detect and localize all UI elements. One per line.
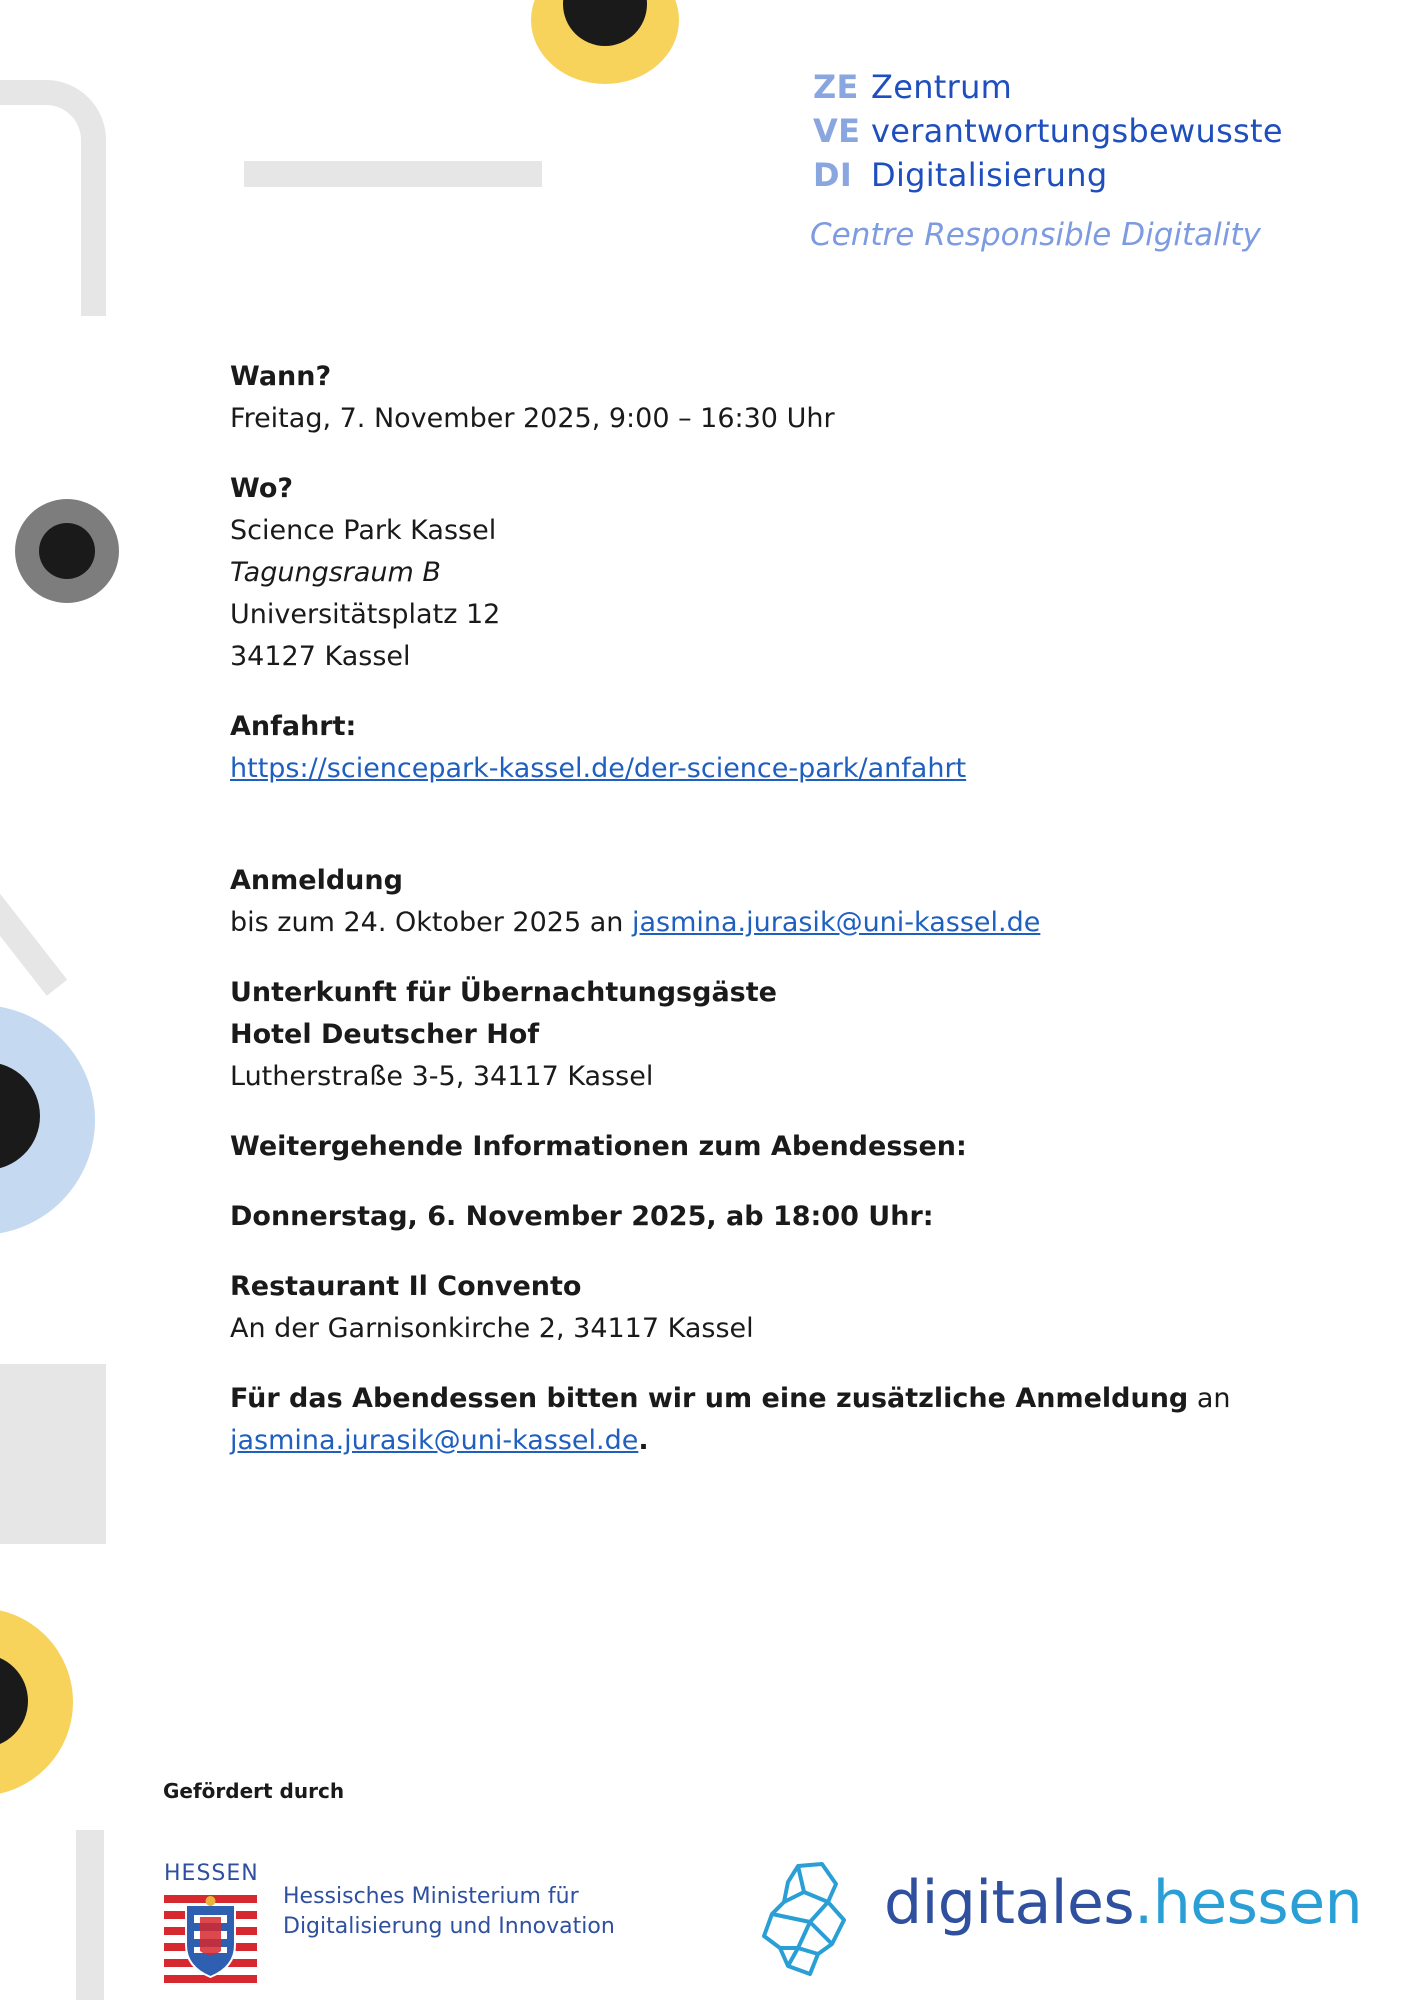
ministry-line2: Digitalisierung und Innovation bbox=[283, 1914, 615, 1939]
where-street: Universitätsplatz 12 bbox=[230, 599, 501, 630]
logo-subtitle: Centre Responsible Digitality bbox=[810, 217, 1261, 253]
dinner-note-rest: an bbox=[1188, 1383, 1231, 1414]
hessen-label: HESSEN bbox=[164, 1861, 259, 1886]
decorative-gray-circle bbox=[15, 499, 119, 603]
logo-abbr: VE bbox=[813, 112, 861, 150]
logo-word: Digitalisierung bbox=[871, 156, 1108, 194]
decorative-bar bbox=[244, 161, 542, 187]
registration-email-link[interactable]: jasmina.jurasik@uni-kassel.de bbox=[631, 907, 1041, 938]
logo-row bbox=[813, 156, 1107, 194]
dinner-email-link[interactable]: jasmina.jurasik@uni-kassel.de bbox=[230, 1425, 639, 1456]
restaurant-name: Restaurant Il Convento bbox=[230, 1271, 582, 1302]
decorative-bracket bbox=[0, 80, 106, 316]
dinner-email-period: . bbox=[638, 1425, 649, 1456]
ministry-name bbox=[283, 1882, 615, 1942]
registration-line bbox=[230, 902, 1040, 944]
hotel-address: Lutherstraße 3-5, 34117 Kassel bbox=[230, 1061, 654, 1092]
accommodation-heading: Unterkunft für Übernachtungsgäste bbox=[230, 977, 777, 1008]
dinner-date: Donnerstag, 6. November 2025, ab 18:00 Uhr: bbox=[230, 1201, 934, 1232]
dinner-note bbox=[230, 1378, 1231, 1420]
where-room: Tagungsraum B bbox=[230, 557, 441, 588]
dh-part2: hessen bbox=[1152, 1868, 1363, 1938]
where-heading: Wo? bbox=[230, 473, 294, 504]
decorative-yellow-circle bbox=[531, 0, 679, 84]
when-heading: Wann? bbox=[230, 361, 332, 392]
dh-part1: digitales bbox=[884, 1868, 1135, 1938]
where-place: Science Park Kassel bbox=[230, 515, 497, 546]
hotel-name: Hotel Deutscher Hof bbox=[230, 1019, 540, 1050]
digitales-hessen-wordmark bbox=[884, 1868, 1362, 1938]
hessen-coat-of-arms-icon bbox=[164, 1893, 257, 1983]
when-value: Freitag, 7. November 2025, 9:00 – 16:30 Uhr bbox=[230, 403, 835, 434]
where-city: 34127 Kassel bbox=[230, 641, 411, 672]
logo-abbr: ZE bbox=[813, 68, 859, 106]
logo-word: Zentrum bbox=[871, 68, 1013, 106]
dh-dot: . bbox=[1134, 1868, 1153, 1938]
directions-heading: Anfahrt: bbox=[230, 711, 357, 742]
funded-by-label: Gefördert durch bbox=[163, 1779, 345, 1803]
ministry-line1: Hessisches Ministerium für bbox=[283, 1884, 579, 1909]
registration-prefix: bis zum 24. Oktober 2025 an bbox=[230, 907, 632, 938]
decorative-yellow-circle-bottom bbox=[0, 1608, 73, 1796]
logo-word: verantwortungsbewusste bbox=[871, 112, 1283, 150]
directions-link[interactable]: https://sciencepark-kassel.de/der-science-park/anfahrt bbox=[230, 753, 967, 784]
registration-heading: Anmeldung bbox=[230, 865, 403, 896]
decorative-vertical-bar bbox=[76, 1830, 104, 2000]
decorative-blue-circle bbox=[0, 1005, 95, 1235]
decorative-diagonal bbox=[0, 830, 67, 996]
dinner-note-bold: Für das Abendessen bitten wir um eine zusätzliche Anmeldung bbox=[230, 1383, 1189, 1414]
logo-row bbox=[813, 112, 1283, 150]
logo-abbr: DI bbox=[813, 156, 853, 194]
restaurant-address: An der Garnisonkirche 2, 34117 Kassel bbox=[230, 1313, 754, 1344]
dinner-email-line bbox=[230, 1420, 649, 1462]
logo-row bbox=[813, 68, 1012, 106]
digitales-hessen-map-icon bbox=[758, 1862, 850, 1980]
dinner-heading: Weitergehende Informationen zum Abendessen: bbox=[230, 1131, 967, 1162]
decorative-square bbox=[0, 1364, 106, 1544]
